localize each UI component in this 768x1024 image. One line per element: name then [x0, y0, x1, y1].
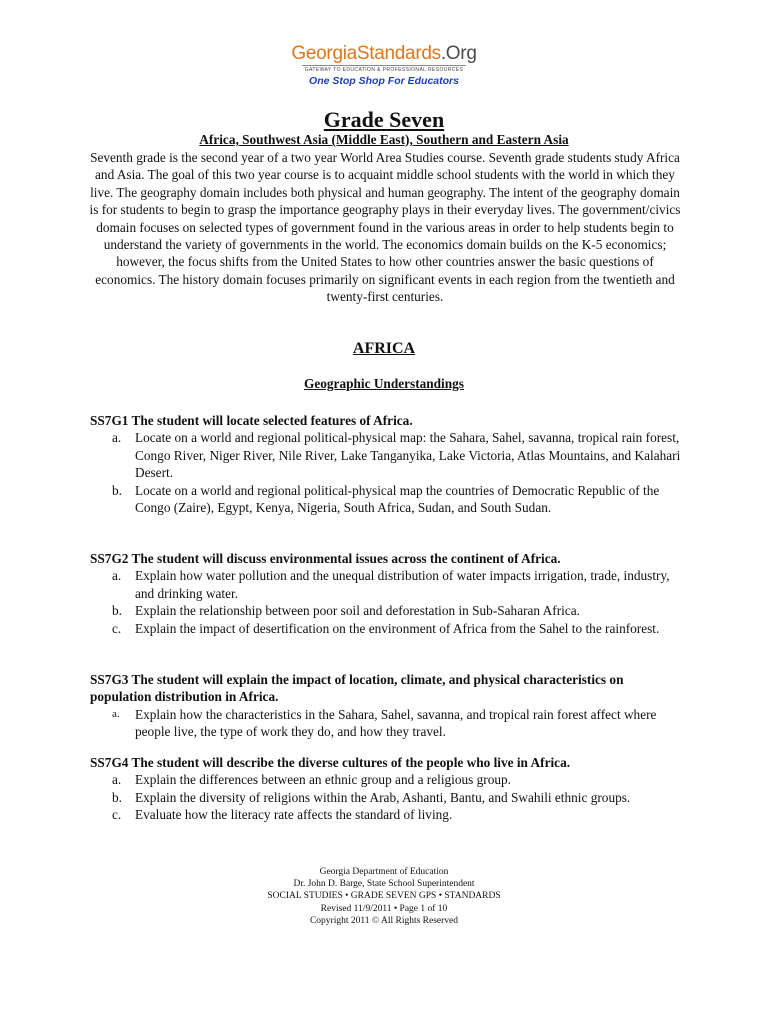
standard-item: [90, 482, 684, 517]
standard-heading: SS7G2 The student will discuss environmental issues across the continent of Africa.: [90, 551, 561, 566]
item-text: Explain how water pollution and the unequal distribution of water impacts irrigation, trade, industry, and drinking water.: [135, 568, 670, 601]
page-subtitle: Africa, Southwest Asia (Middle East), Southern and Eastern Asia: [199, 132, 569, 147]
subsection-heading: Geographic Understandings: [304, 376, 464, 391]
logo-slogan: One Stop Shop For Educators: [309, 75, 459, 87]
item-marker: a.: [112, 568, 122, 584]
standard-ss7g3: [90, 671, 684, 741]
footer-line: Georgia Department of Education: [319, 867, 449, 877]
footer-line: Revised 11/9/2011 • Page 1 of 10: [320, 903, 448, 914]
standard-item: [90, 602, 684, 619]
standard-item: [90, 771, 684, 788]
page-title: Grade Seven: [323, 107, 445, 132]
item-text: Locate on a world and regional political-physical map: the Sahara, Sahel, savanna, tropical rain forest, Congo River, Niger River, Nile River, Lake Tanganyika, Lake Victoria, Atlas Mountains, and Kalahari Desert.: [135, 430, 681, 481]
logo-wordmark-org: .Org: [440, 43, 477, 64]
item-marker: b.: [112, 482, 122, 498]
standard-ss7g1: [90, 412, 684, 516]
item-text: Explain the differences between an ethnic group and a religious group.: [135, 772, 512, 788]
logo-wordmark: [0, 44, 768, 64]
standard-item: [90, 806, 684, 823]
item-text: Explain the diversity of religions within the Arab, Ashanti, Bantu, and Swahili ethnic groups.: [135, 789, 631, 805]
standard-heading: SS7G3 The student will explain the impact of location, climate, and physical characteristics on population distribution in Africa.: [90, 672, 624, 705]
georgiastandards-logo[interactable]: [0, 44, 768, 87]
item-marker: c.: [112, 620, 122, 636]
standard-item: [90, 567, 684, 602]
standard-item: [90, 706, 684, 741]
item-marker: a.: [112, 430, 122, 446]
item-text: Locate on a world and regional political-physical map the countries of Democratic Republic of the Congo (Zaire), Egypt, Kenya, Nigeria, South Africa, Sudan, and South Sudan.: [135, 482, 660, 516]
item-marker: b.: [112, 789, 122, 805]
standard-item: [90, 620, 684, 637]
standard-items: [90, 429, 684, 516]
logo-divider: [302, 65, 466, 66]
page-footer: [0, 866, 768, 927]
section-heading: AFRICA: [352, 340, 416, 357]
item-marker: a.: [112, 772, 122, 788]
standard-heading: SS7G4 The student will describe the diverse cultures of the people who live in Africa.: [90, 755, 571, 770]
standard-item: [90, 429, 684, 481]
item-marker: c.: [112, 807, 122, 823]
item-text: Explain the impact of desertification on the environment of Africa from the Sahel to the rainforest.: [135, 620, 660, 636]
footer-line: Dr. John D. Barge, State School Superintendent: [293, 879, 475, 890]
standard-item: [90, 789, 684, 806]
intro-paragraph: Seventh grade is the second year of a two year World Area Studies course. Seventh grade students study Africa and Asia. The goal of this two year course is to acquaint middle school students with the world in which they live. The geography domain includes both physical and human geography. The intent of the geography domain is for students to begin to grasp the importance geography plays in their everyday lives. The government/civics domain focuses on selected types of government found in the various areas in order to help students begin to understand the variety of governments in the world. The economics domain builds on the K-5 economics; however, the focus shifts from the United States to how other countries answer the basic questions of economics. The history domain focuses primarily on significant events in each region from the twentieth and twenty-first centuries.: [89, 150, 681, 305]
standard-ss7g2: [90, 550, 684, 637]
item-marker: b.: [112, 603, 122, 619]
standard-items: [90, 567, 684, 637]
standard-heading: SS7G1 The student will locate selected features of Africa.: [90, 413, 413, 428]
footer-line: Copyright 2011 © All Rights Reserved: [309, 915, 459, 926]
item-text: Explain how the characteristics in the Sahara, Sahel, savanna, and tropical rain forest affect where people live, the type of work they do, and how they travel.: [135, 706, 657, 740]
footer-line: SOCIAL STUDIES • GRADE SEVEN GPS • STANDARDS: [267, 891, 501, 902]
item-text: Explain the relationship between poor soil and deforestation in Sub-Saharan Africa.: [135, 603, 580, 619]
item-text: Evaluate how the literacy rate affects the standard of living.: [135, 807, 453, 823]
logo-wordmark-standards: Standards: [356, 43, 441, 64]
standard-items: [90, 771, 684, 823]
logo-tagline: GATEWAY TO EDUCATION & PROFESSIONAL RESOURCES: [304, 67, 464, 73]
standard-ss7g4: [90, 754, 684, 824]
item-marker: a.: [112, 707, 120, 720]
standard-items: [90, 706, 684, 741]
logo-wordmark-georgia: Georgia: [291, 43, 357, 64]
